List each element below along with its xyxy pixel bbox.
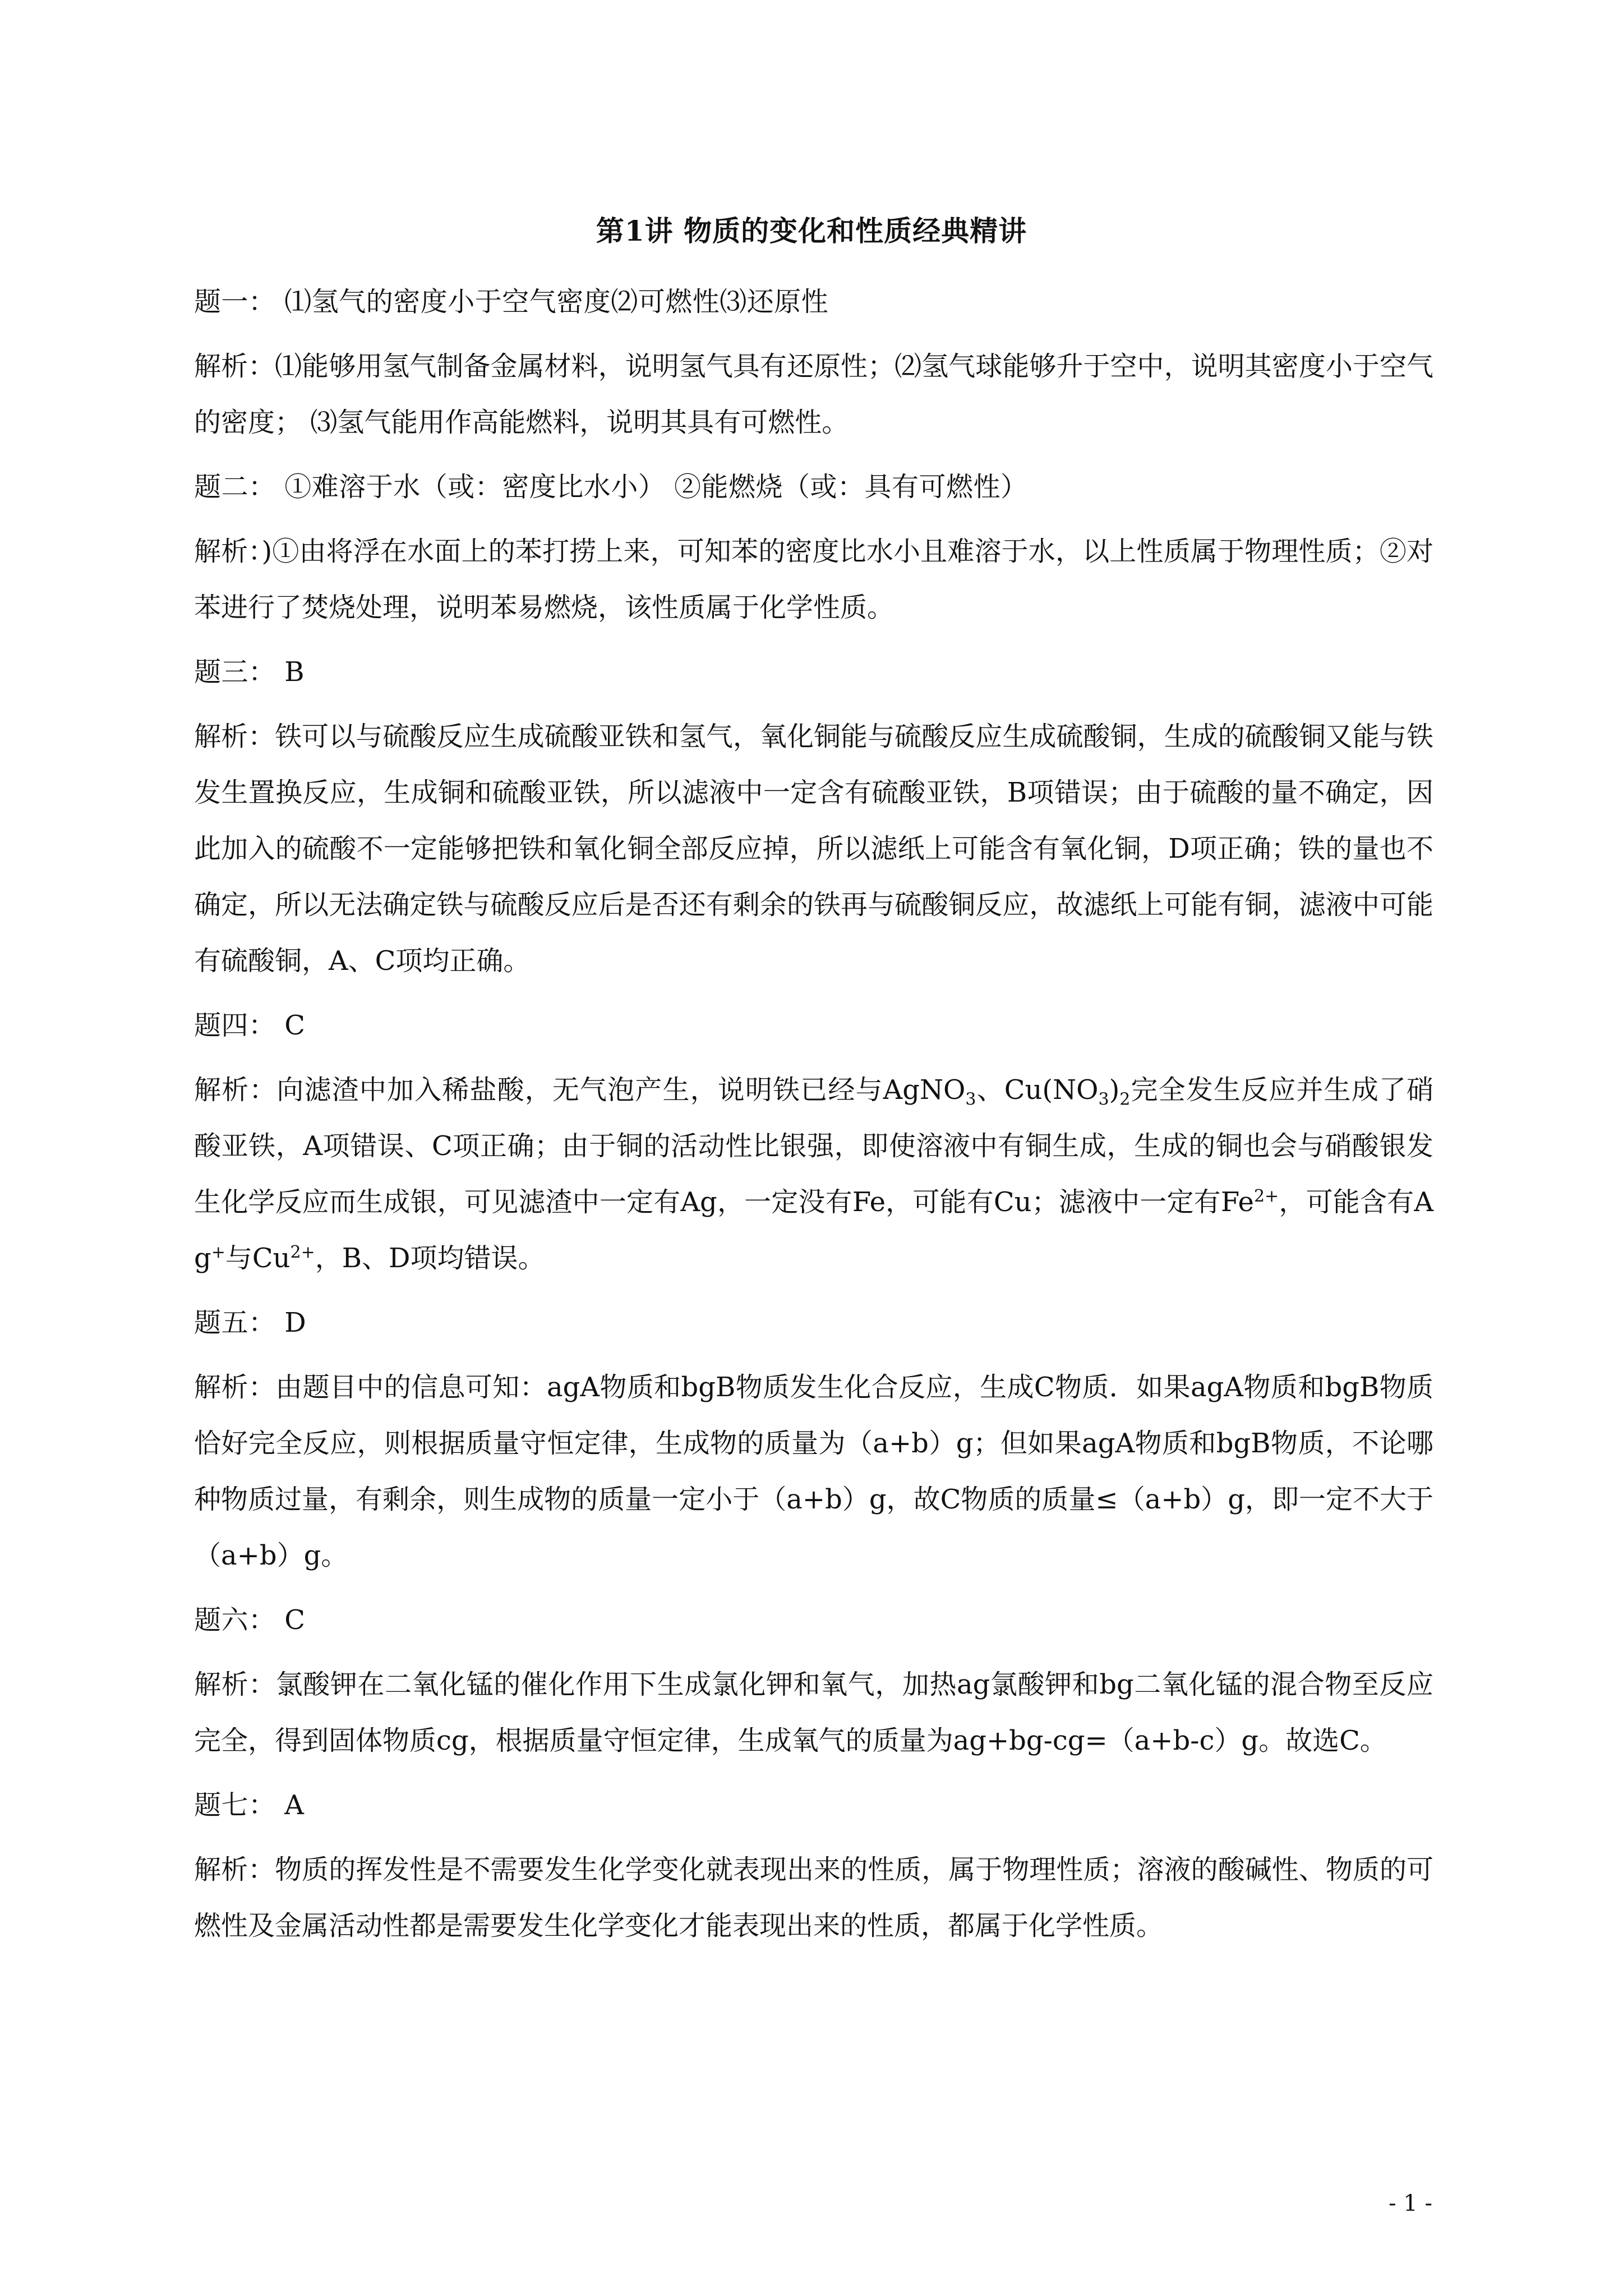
question-6-answer: 题六： C — [194, 1604, 306, 1636]
q4-superscript: 2+ — [1253, 1186, 1279, 1206]
q4-superscript: 2+ — [290, 1243, 315, 1262]
question-4-analysis — [194, 1062, 1433, 1286]
q4-text-part: 与Cu — [225, 1243, 291, 1274]
page-number: - 1 - — [1389, 2191, 1432, 2216]
q4-text-part: 解析：向滤渣中加入稀盐酸，无气泡产生，说明铁已经与AgNO — [194, 1074, 966, 1106]
q4-subscript: 3 — [1098, 1089, 1109, 1110]
question-2-analysis: 解析：)①由将浮在水面上的苯打捞上来，可知苯的密度比水小且难溶于水，以上性质属于物理性质；②对苯进行了焚烧处理，说明苯易燃烧，该性质属于化学性质。 — [194, 536, 1433, 623]
question-2-answer: 题二： ①难溶于水（或：密度比水小） ②能燃烧（或：具有可燃性） — [194, 471, 1028, 503]
question-3-answer: 题三： B — [194, 656, 305, 688]
q4-text-part: ) — [1109, 1074, 1120, 1106]
question-6-analysis: 解析：氯酸钾在二氧化锰的催化作用下生成氯化钾和氧气，加热ag氯酸钾和bg二氧化锰的混合物至反应完全，得到固体物质cg，根据质量守恒定律，生成氧气的质量为ag+bg-cg=（a+b-c）g。故选C。 — [194, 1669, 1433, 1756]
question-5-analysis: 解析：由题目中的信息可知：agA物质和bgB物质发生化合反应，生成C物质．如果agA物质和bgB物质恰好完全反应，则根据质量守恒定律，生成物的质量为（a+b）g；但如果agA物质和bgB物质，不论哪种物质过量，有剩余，则生成物的质量一定小于（a+b）g，故C物质的质量≤（a+b）g，即一定不大于（a+b）g。 — [194, 1372, 1433, 1571]
question-1-answer: 题一： ⑴氢气的密度小于空气密度⑵可燃性⑶还原性 — [194, 286, 829, 318]
question-1-analysis: 解析：⑴能够用氢气制备金属材料，说明氢气具有还原性；⑵氢气球能够升于空中，说明其密度小于空气的密度； ⑶氢气能用作高能燃料，说明其具有可燃性。 — [194, 351, 1433, 438]
question-7-analysis: 解析：物质的挥发性是不需要发生化学变化就表现出来的性质，属于物理性质；溶液的酸碱性、物质的可燃性及金属活动性都是需要发生化学变化才能表现出来的性质，都属于化学性质。 — [194, 1854, 1433, 1941]
q4-text-part: ，可能含有Ag — [194, 1186, 1433, 1274]
question-7-answer: 题七： A — [194, 1789, 305, 1821]
q4-text-part: 、Cu(NO — [976, 1074, 1099, 1106]
q4-text-part: ，B、D项均错误。 — [315, 1243, 545, 1274]
q4-superscript: + — [211, 1243, 225, 1262]
q4-subscript: 3 — [965, 1089, 976, 1110]
page-title: 第1讲 物质的变化和性质经典精讲 — [596, 214, 1027, 247]
q4-text-part: 完全发生反应并生成了硝酸亚铁，A项错误、C项正确；由于铜的活动性比银强，即使溶液中有铜生成，生成的铜也会与硝酸银发生化学反应而生成银，可见滤渣中一定有Ag，一定没有Fe，可能有Cu；滤液中一定有Fe — [194, 1074, 1433, 1218]
question-4-answer: 题四： C — [194, 1010, 306, 1041]
document-body — [194, 274, 1433, 1962]
q4-subscript: 2 — [1119, 1089, 1131, 1110]
question-3-analysis: 解析：铁可以与硫酸反应生成硫酸亚铁和氢气，氧化铜能与硫酸反应生成硫酸铜，生成的硫酸铜又能与铁发生置换反应，生成铜和硫酸亚铁，所以滤液中一定含有硫酸亚铁，B项错误；由于硫酸的量不确定，因此加入的硫酸不一定能够把铁和氧化铜全部反应掉，所以滤纸上可能含有氧化铜，D项正确；铁的量也不确定，所以无法确定铁与硫酸反应后是否还有剩余的铁再与硫酸铜反应，故滤纸上可能有铜，滤液中可能有硫酸铜，A、C项均正确。 — [194, 721, 1433, 977]
question-5-answer: 题五： D — [194, 1307, 307, 1338]
